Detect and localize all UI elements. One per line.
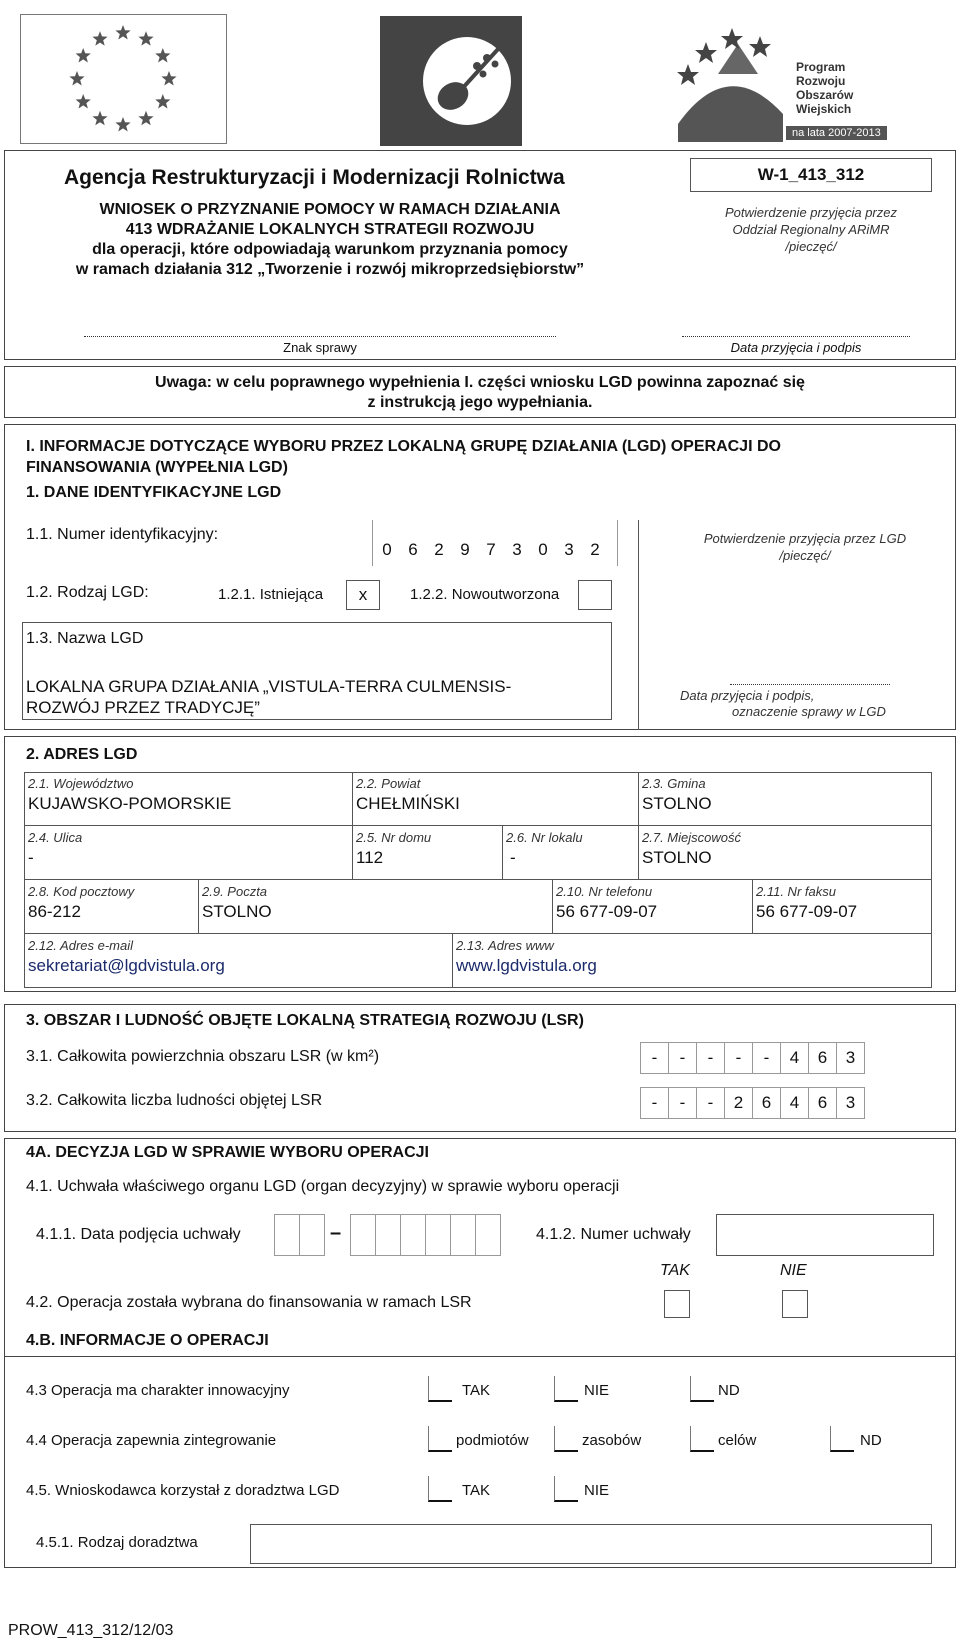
- application-title: [30, 200, 630, 280]
- population-digit: 4: [780, 1087, 809, 1119]
- lgd-type-label: 1.2. Rodzaj LGD:: [26, 584, 149, 601]
- house-number-value[interactable]: 112: [356, 848, 384, 867]
- lgd-name-label: 1.3. Nazwa LGD: [26, 630, 144, 647]
- eu-star-icon: [69, 71, 84, 86]
- title-line-2: 413 WDRAŻANIE LOKALNYCH STRATEGII ROZWOJU: [125, 221, 535, 238]
- eu-stars-icon: [21, 15, 226, 143]
- website-label: 2.13. Adres www: [456, 938, 554, 953]
- area-digit: -: [752, 1042, 781, 1074]
- advisory-type-label: 4.5.1. Rodzaj doradztwa: [36, 1534, 198, 1551]
- prow-word-2: Rozwoju: [796, 74, 846, 88]
- id-digit: 2: [590, 540, 600, 559]
- arimr-confirmation: [690, 204, 932, 255]
- email-value[interactable]: sekretariat@lgdvistula.org: [28, 956, 225, 975]
- prow-word-3: Obszarów: [796, 88, 854, 102]
- website-value[interactable]: www.lgdvistula.org: [456, 956, 597, 975]
- confirm-line-2: Oddział Regionalny ARiMR: [732, 222, 890, 237]
- resolution-date-day-month[interactable]: [274, 1214, 324, 1256]
- new-checkbox[interactable]: [578, 580, 612, 610]
- id-number-digits: [374, 540, 608, 560]
- population-digit: 3: [836, 1087, 865, 1119]
- id-number-label: 1.1. Numer identyfikacyjny:: [26, 526, 219, 543]
- phone-value[interactable]: 56 677-09-07: [556, 902, 658, 921]
- new-label: 1.2.2. Nowoutworzona: [410, 586, 560, 603]
- existing-label: 1.2.1. Istniejąca: [218, 586, 324, 603]
- flat-number-value[interactable]: -: [510, 848, 516, 867]
- eu-star-icon: [155, 48, 170, 63]
- town-value[interactable]: STOLNO: [642, 848, 712, 867]
- resolution-number-label: 4.1.2. Numer uchwały: [536, 1226, 691, 1243]
- innovative-label: 4.3 Operacja ma charakter innowacyjny: [26, 1382, 290, 1399]
- integration-nd-checkbox[interactable]: [830, 1426, 854, 1452]
- town-label: 2.7. Miejscowość: [642, 830, 741, 845]
- lgd-date-line-1: Data przyjęcia i podpis,: [680, 688, 815, 703]
- prow-years: na lata 2007-2013: [786, 126, 887, 140]
- section-4b-title: 4.B. INFORMACJE O OPERACJI: [26, 1332, 269, 1349]
- lgd-confirm-line-1: Potwierdzenie przyjęcia przez LGD: [703, 531, 907, 546]
- area-digit: 3: [836, 1042, 865, 1074]
- footer-code: PROW_413_312/12/03: [8, 1622, 174, 1639]
- population-digit: 2: [724, 1087, 753, 1119]
- eu-star-icon: [76, 48, 91, 63]
- id-digit: 0: [382, 540, 392, 559]
- advisory-no-checkbox[interactable]: [554, 1476, 578, 1502]
- notice-line-2: z instrukcją jego wypełniania.: [367, 394, 593, 411]
- population-label: 3.2. Całkowita liczba ludności objętej LSR: [26, 1092, 323, 1109]
- lgd-name-value: [26, 676, 511, 718]
- county-label: 2.2. Powiat: [356, 776, 421, 791]
- commune-label: 2.3. Gmina: [642, 776, 706, 791]
- eu-star-icon: [138, 31, 153, 45]
- area-digit: 6: [808, 1042, 837, 1074]
- integration-label: 4.4 Operacja zapewnia zintegrowanie: [26, 1432, 277, 1449]
- street-label: 2.4. Ulica: [28, 830, 83, 845]
- street-value[interactable]: -: [28, 848, 34, 867]
- section-4a-box: [4, 1138, 956, 1568]
- prow-stars-fields-icon: [668, 14, 788, 142]
- eu-star-icon: [92, 31, 107, 45]
- innovative-yes-label: TAK: [462, 1382, 491, 1399]
- advisory-yes-label: TAK: [462, 1482, 491, 1499]
- notice-line-1: Uwaga: w celu poprawnego wypełnienia I. części wniosku LGD powinna zapoznać się: [155, 374, 805, 391]
- section-1-title-line-1: I. INFORMACJE DOTYCZĄCE WYBORU PRZEZ LOKALNĄ GRUPĘ DZIAŁANIA (LGD) OPERACJI DO: [26, 438, 781, 455]
- fax-label: 2.11. Nr faksu: [756, 884, 836, 899]
- prow-word-1: Program: [796, 60, 846, 74]
- population-digit: 6: [808, 1087, 837, 1119]
- lgd-confirm-line-2: /pieczęć/: [779, 548, 831, 563]
- leader-emblem-icon: [415, 26, 515, 136]
- area-digit: -: [696, 1042, 725, 1074]
- prow-word-4: Wiejskich: [796, 102, 852, 116]
- innovative-nd-label: ND: [718, 1382, 740, 1399]
- area-digit: -: [724, 1042, 753, 1074]
- address-row-2: [24, 826, 932, 880]
- confirm-line-1: Potwierdzenie przyjęcia przez: [725, 205, 897, 220]
- innovative-no-label: NIE: [584, 1382, 610, 1399]
- area-label: 3.1. Całkowita powierzchnia obszaru LSR (w km²): [26, 1048, 380, 1065]
- address-title: 2. ADRES LGD: [26, 746, 138, 763]
- selected-yes-checkbox[interactable]: [664, 1290, 690, 1318]
- notice-box: [4, 366, 956, 418]
- postal-code-label: 2.8. Kod pocztowy: [28, 884, 135, 899]
- resolution-label: 4.1. Uchwała właściwego organu LGD (organ decyzyjny) w sprawie wyboru operacji: [26, 1178, 620, 1195]
- email-label: 2.12. Adres e-mail: [28, 938, 134, 953]
- population-digit: -: [640, 1087, 669, 1119]
- integration-nd-label: ND: [860, 1432, 882, 1449]
- advisory-label: 4.5. Wnioskodawca korzystał z doradztwa LGD: [26, 1482, 340, 1499]
- lgd-name-line-1: LOKALNA GRUPA DZIAŁANIA „VISTULA-TERRA CULMENSIS-: [26, 677, 512, 696]
- id-digit: 3: [512, 540, 522, 559]
- lgd-name-line-2: ROZWÓJ PRZEZ TRADYCJĘ”: [26, 698, 260, 717]
- flat-number-label: 2.6. Nr lokalu: [506, 830, 583, 845]
- confirm-line-3: /pieczęć/: [785, 239, 837, 254]
- advisory-no-label: NIE: [584, 1482, 610, 1499]
- house-number-label: 2.5. Nr domu: [356, 830, 432, 845]
- form-code-box: [690, 158, 932, 192]
- receipt-date-line: [682, 336, 910, 337]
- lgd-date-line: [730, 684, 890, 685]
- lgd-divider: [638, 520, 639, 730]
- integration-resources-checkbox[interactable]: [554, 1426, 578, 1452]
- id-digit: 0: [538, 540, 548, 559]
- postal-code-value[interactable]: 86-212: [28, 902, 81, 921]
- commune-value[interactable]: STOLNO: [642, 794, 712, 813]
- eu-star-icon: [115, 117, 130, 132]
- resolution-date-label: 4.1.1. Data podjęcia uchwały: [36, 1226, 241, 1243]
- integration-entities-label: podmiotów: [456, 1432, 529, 1449]
- innovative-no-checkbox[interactable]: [554, 1376, 578, 1402]
- integration-goals-checkbox[interactable]: [690, 1426, 714, 1452]
- innovative-nd-checkbox[interactable]: [690, 1376, 714, 1402]
- title-line-3: dla operacji, które odpowiadają warunkom przyznania pomocy: [92, 241, 568, 258]
- case-number-label: Znak sprawy: [283, 340, 357, 355]
- area-digit: -: [640, 1042, 669, 1074]
- integration-entities-checkbox[interactable]: [428, 1426, 452, 1452]
- area-digit: -: [668, 1042, 697, 1074]
- selected-no-checkbox[interactable]: [782, 1290, 808, 1318]
- id-digit: 3: [564, 540, 574, 559]
- id-digit: 9: [460, 540, 470, 559]
- lgd-confirmation: [660, 530, 950, 564]
- integration-goals-label: celów: [718, 1432, 757, 1449]
- advisory-type-input[interactable]: [250, 1524, 932, 1564]
- eu-star-icon: [92, 111, 107, 126]
- id-digit: 2: [434, 540, 444, 559]
- county-value[interactable]: CHEŁMIŃSKI: [356, 794, 460, 813]
- title-line-1: WNIOSEK O PRZYZNANIE POMOCY W RAMACH DZIAŁANIA: [99, 201, 561, 218]
- section-3-title: 3. OBSZAR I LUDNOŚĆ OBJĘTE LOKALNĄ STRATEGIĄ ROZWOJU (LSR): [26, 1012, 584, 1029]
- population-digit: 6: [752, 1087, 781, 1119]
- id-digit: 7: [486, 540, 496, 559]
- prow-logo: [668, 14, 888, 142]
- existing-checkbox[interactable]: [346, 580, 380, 610]
- post-office-label: 2.9. Poczta: [202, 884, 268, 899]
- leader-logo: LEADER: [380, 16, 522, 146]
- form-code: W-1_413_312: [757, 165, 865, 184]
- resolution-date-dash: –: [330, 1222, 342, 1244]
- section-1-title: [26, 436, 781, 478]
- resolution-number-input[interactable]: [716, 1214, 934, 1256]
- title-line-4: w ramach działania 312 „Tworzenie i rozwój mikroprzedsiębiorstw”: [75, 261, 585, 278]
- population-digit: -: [696, 1087, 725, 1119]
- resolution-date-year[interactable]: [350, 1214, 500, 1256]
- population-digits: [640, 1087, 864, 1119]
- eu-flag-logo: [20, 14, 227, 144]
- eu-star-icon: [161, 71, 176, 86]
- voivodeship-value[interactable]: KUJAWSKO-POMORSKIE: [28, 794, 232, 813]
- eu-star-icon: [76, 94, 91, 109]
- selected-label: 4.2. Operacja została wybrana do finansowania w ramach LSR: [26, 1294, 472, 1311]
- voivodeship-label: 2.1. Województwo: [28, 776, 134, 791]
- subsection-1-title: 1. DANE IDENTYFIKACYJNE LGD: [26, 484, 282, 501]
- phone-label: 2.10. Nr telefonu: [556, 884, 653, 899]
- advisory-yes-checkbox[interactable]: [428, 1476, 452, 1502]
- no-column-label: NIE: [780, 1262, 807, 1279]
- eu-star-icon: [115, 25, 130, 40]
- eu-star-icon: [138, 111, 153, 126]
- id-digit: 6: [408, 540, 418, 559]
- receipt-date-label: Data przyjęcia i podpis: [730, 340, 862, 355]
- fax-value[interactable]: 56 677-09-07: [756, 902, 858, 921]
- eu-star-icon: [155, 94, 170, 109]
- existing-check-mark: x: [358, 585, 368, 604]
- case-number-line: [84, 336, 556, 337]
- post-office-value[interactable]: STOLNO: [202, 902, 272, 921]
- area-digit: 4: [780, 1042, 809, 1074]
- agency-name: Agencja Restrukturyzacji i Modernizacji Rolnictwa: [64, 166, 565, 189]
- lgd-date-label: [680, 688, 886, 720]
- integration-resources-label: zasobów: [582, 1432, 642, 1449]
- population-digit: -: [668, 1087, 697, 1119]
- area-digits: [640, 1042, 864, 1074]
- yes-column-label: TAK: [660, 1262, 690, 1279]
- lgd-date-line-2: oznaczenie sprawy w LGD: [732, 704, 886, 719]
- innovative-yes-checkbox[interactable]: [428, 1376, 452, 1402]
- section-4a-title: 4A. DECYZJA LGD W SPRAWIE WYBORU OPERACJI: [26, 1144, 429, 1161]
- section-1-title-line-2: FINANSOWANIA (WYPEŁNIA LGD): [26, 459, 288, 476]
